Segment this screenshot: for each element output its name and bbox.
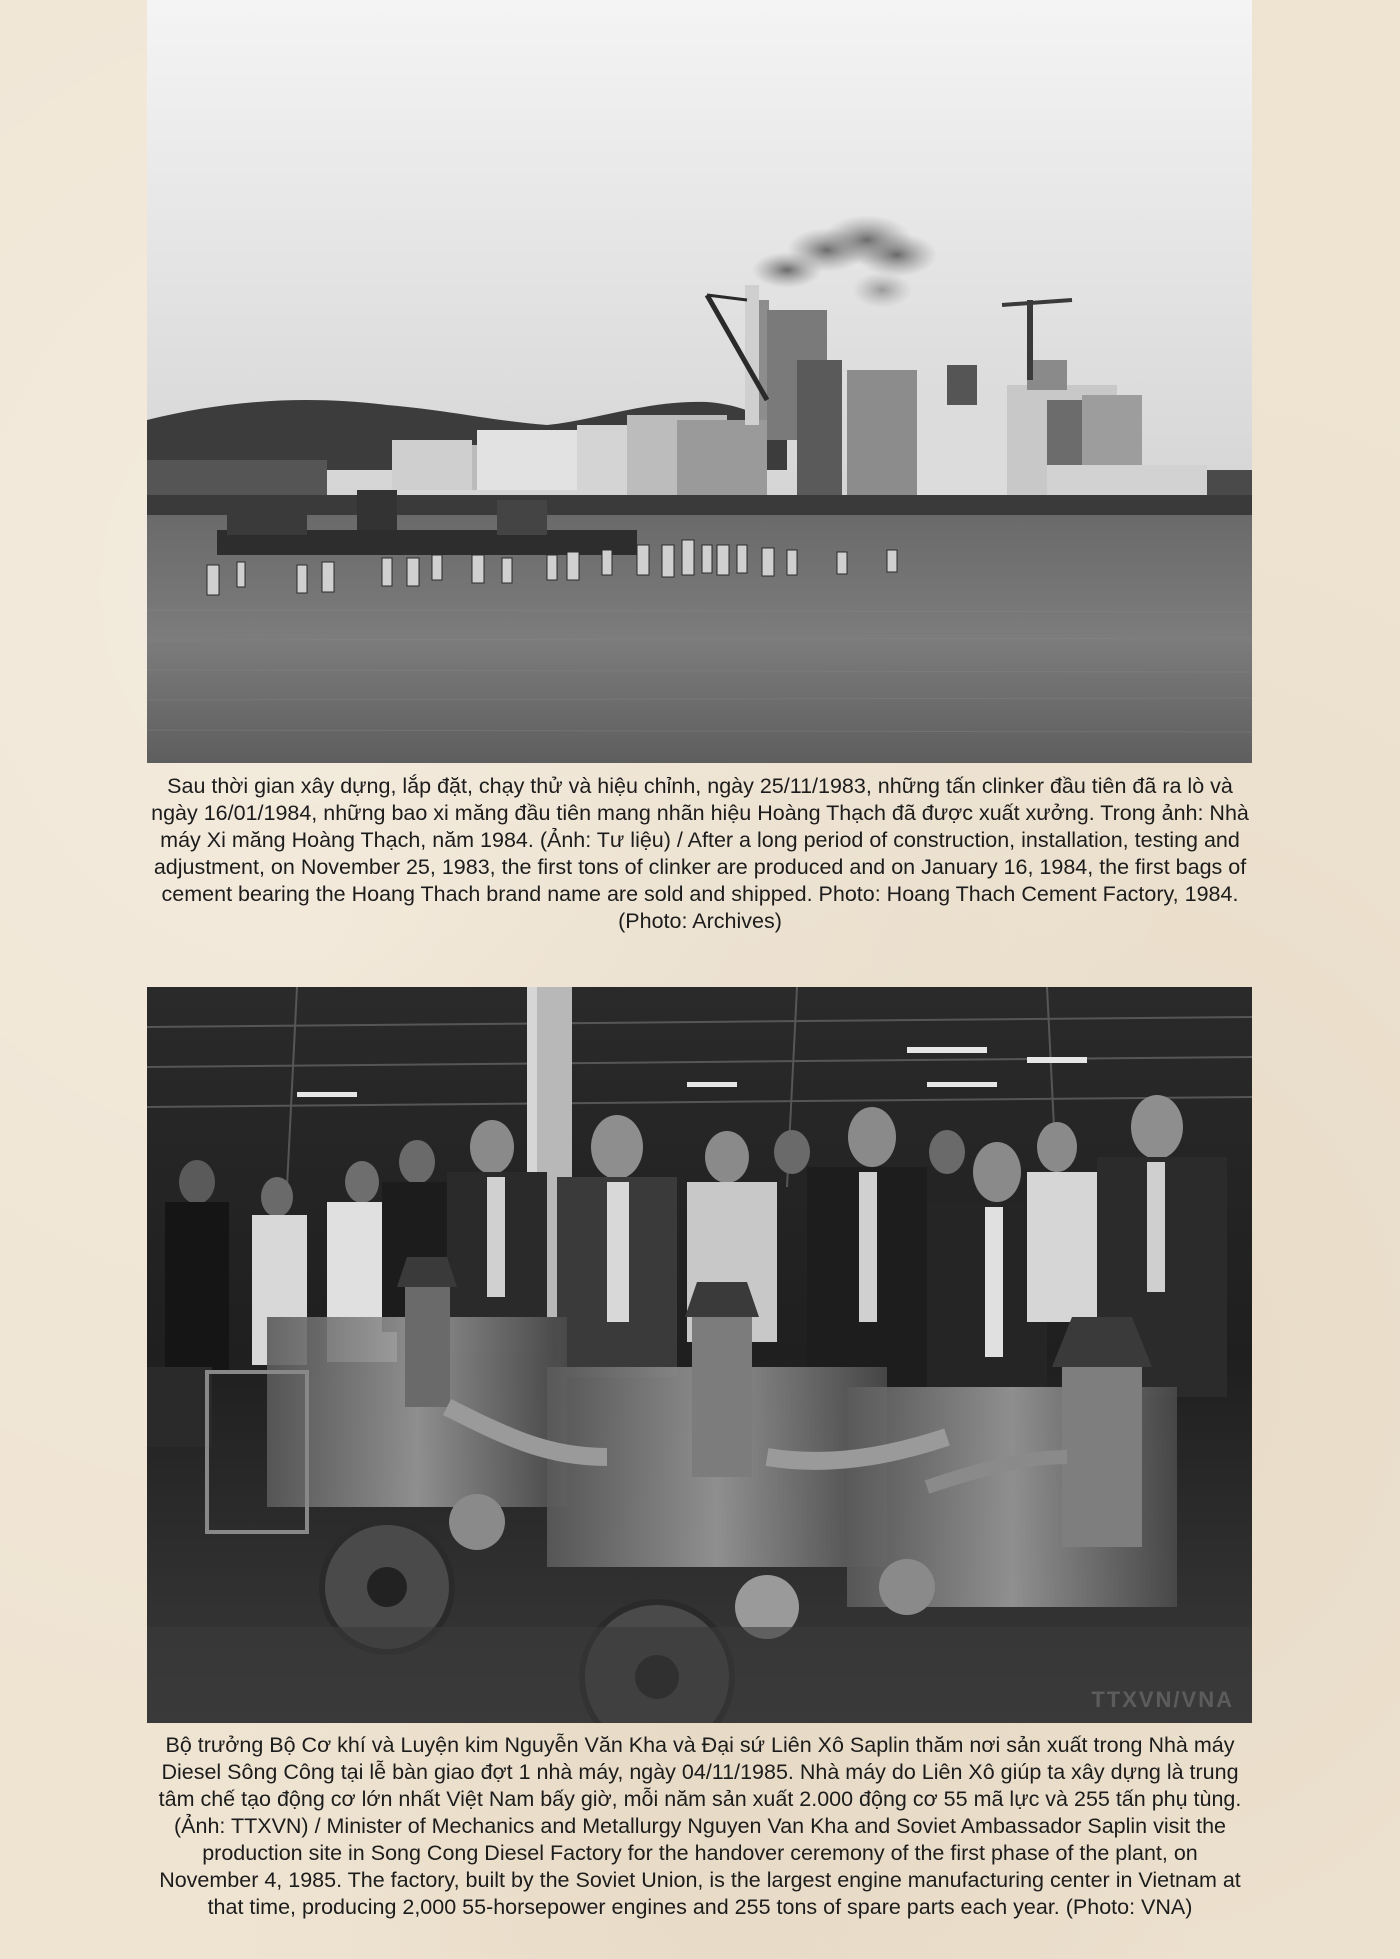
watermark: TTXVN/VNA	[1091, 1687, 1234, 1712]
diesel-factory-caption: Bộ trưởng Bộ Cơ khí và Luyện kim Nguyễn Văn Kha và Đại sứ Liên Xô Saplin thăm nơi sản xuất trong Nhà máy Diesel Sông Công tại lễ bàn giao đợt 1 nhà máy, ngày 04/11/1985. Nhà máy do Liên Xô giúp ta xây dựng là trung tâm chế tạo động cơ lớn nhất Việt Nam bấy giờ, mỗi năm sản xuất 2.000 động cơ 55 mã lực và 255 tấn phụ tùng. (Ảnh: TTXVN) / Minister of Mechanics and Metallurgy Nguyen Van Kha and Soviet Ambassador Saplin visit the production site in Song Cong Diesel Factory for the handover ceremony of the first phase of the plant, on November 4, 1985. The factory, built by the Soviet Union, is the largest engine manufacturing center in Vietnam at that time, producing 2,000 55-horsepower engines and 255 tons of spare parts each year. (Photo: VNA)	[158, 1733, 1242, 1919]
cement-factory-photo-image	[147, 0, 1252, 763]
cement-factory-caption: Sau thời gian xây dựng, lắp đặt, chạy thử và hiệu chỉnh, ngày 25/11/1983, những tấn clinker đầu tiên đã ra lò và ngày 16/01/1984, những bao xi măng đầu tiên mang nhãn hiệu Hoàng Thạch đã được xuất xưởng. Trong ảnh: Nhà máy Xi măng Hoàng Thạch, năm 1984. (Ảnh: Tư liệu) / After a long period of construction, installation, testing and adjustment, on November 25, 1983, the first tons of clinker are produced and on January 16, 1984, the first bags of cement bearing the Hoang Thach brand name are sold and shipped. Photo: Hoang Thach Cement Factory, 1984. (Photo: Archives)	[151, 774, 1249, 933]
diesel-factory-photo	[147, 987, 1252, 1723]
diesel-factory-photo-image	[147, 987, 1252, 1723]
cement-factory-photo	[147, 0, 1252, 763]
